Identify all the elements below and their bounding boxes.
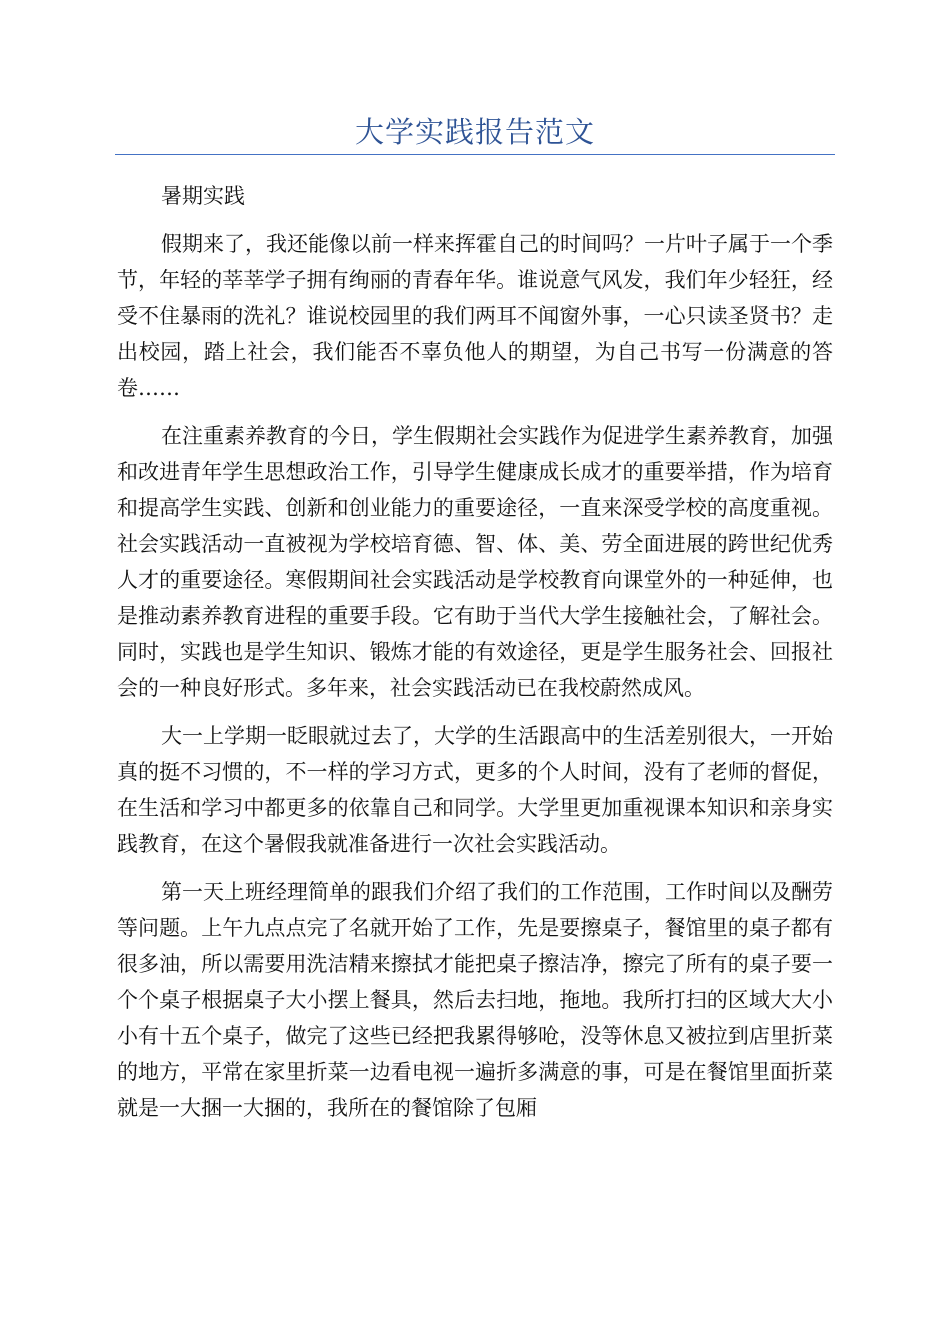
document-title: 大学实践报告范文 bbox=[354, 115, 595, 149]
paragraph: 大一上学期一眨眼就过去了，大学的生活跟高中的生活差别很大，一开始真的挺不习惯的，不一样的学习方式，更多的个人时间，没有了老师的督促，在生活和学习中都更多的依靠自己和同学。大学里更加重视课本知识和亲身实践教育，在这个暑假我就准备进行一次社会实践活动。 bbox=[117, 724, 833, 856]
paragraph: 假期来了，我还能像以前一样来挥霍自己的时间吗？一片叶子属于一个季节，年轻的莘莘学子拥有绚丽的青春年华。谁说意气风发，我们年少轻狂，经受不住暴雨的洗礼？谁说校园里的我们两耳不闻窗外事，一心只读圣贤书？走出校园，踏上社会，我们能否不辜负他人的期望，为自己书写一份满意的答卷…… bbox=[117, 232, 833, 400]
paragraph: 在注重素养教育的今日，学生假期社会实践作为促进学生素养教育，加强和改进青年学生思想政治工作，引导学生健康成长成才的重要举措，作为培育和提高学生实践、创新和创业能力的重要途径，一直来深受学校的高度重视。社会实践活动一直被视为学校培育德、智、体、美、劳全面进展的跨世纪优秀人才的重要途径。寒假期间社会实践活动是学校教育向课堂外的一种延伸，也是推动素养教育进程的重要手段。它有助于当代大学生接触社会，了解社会。同时，实践也是学生知识、锻炼才能的有效途径，更是学生服务社会、回报社会的一种良好形式。多年来，社会实践活动已在我校蔚然成风。 bbox=[117, 424, 833, 700]
section-heading: 暑期实践 bbox=[161, 184, 245, 208]
paragraph: 第一天上班经理简单的跟我们介绍了我们的工作范围，工作时间以及酬劳等问题。上午九点点完了名就开始了工作，先是要擦桌子，餐馆里的桌子都有很多油，所以需要用洗洁精来擦拭才能把桌子擦洁净，擦完了所有的桌子要一个个桌子根据桌子大小摆上餐具，然后去扫地，拖地。我所打扫的区域大大小小有十五个桌子，做完了这些已经把我累得够呛，没等休息又被拉到店里折菜的地方，平常在家里折菜一边看电视一遍折多满意的事，可是在餐馆里面折菜就是一大捆一大捆的，我所在的餐馆除了包厢 bbox=[117, 880, 833, 1120]
title-underline bbox=[115, 154, 835, 155]
document-body bbox=[117, 178, 833, 1138]
